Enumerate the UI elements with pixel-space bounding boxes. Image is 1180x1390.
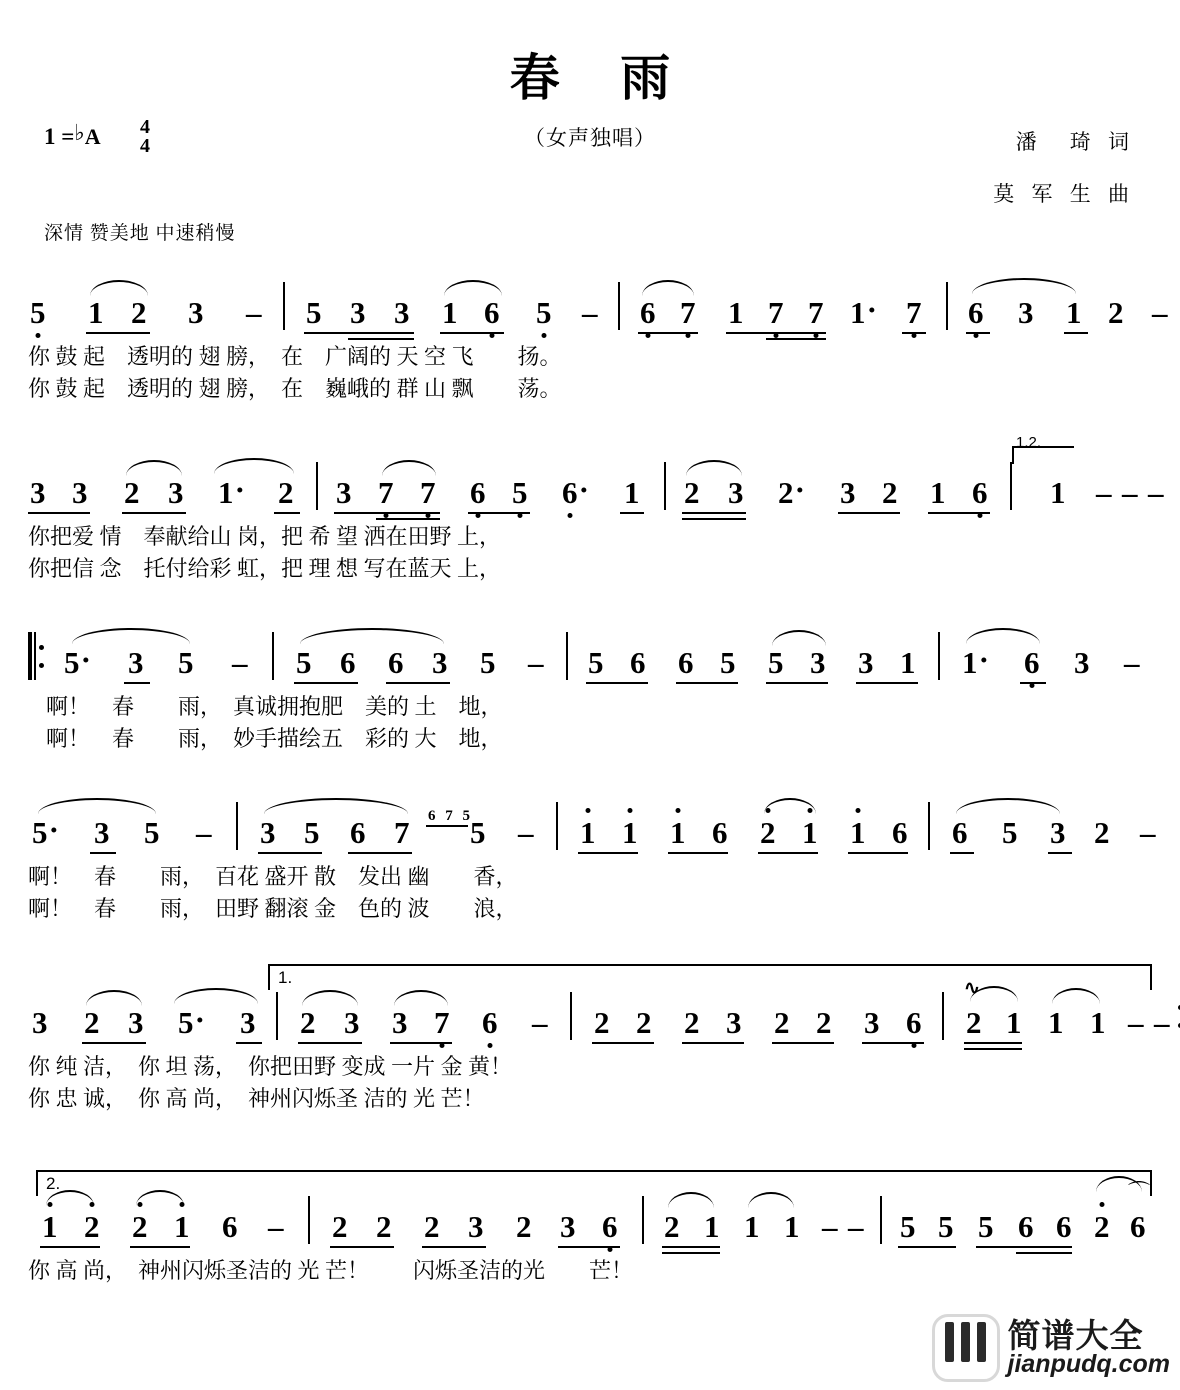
key-letter: A (84, 124, 101, 149)
beam (898, 1246, 956, 1249)
note: 1 (850, 817, 866, 848)
beam (682, 1042, 744, 1045)
lyrics-verse-2-row (28, 372, 1152, 404)
beam (274, 512, 300, 515)
note: 6 (712, 815, 728, 850)
music-system-6-tail (1100, 1196, 1180, 1256)
note: 3 (392, 1005, 408, 1040)
note: 3 (168, 475, 184, 510)
page-title: 春 雨 (509, 50, 695, 106)
piano-keys-icon (932, 1314, 1000, 1382)
sustain-dash: – (822, 1209, 838, 1244)
music-system-6 (28, 1170, 1152, 1290)
beam (586, 682, 648, 685)
beam (86, 332, 150, 335)
note: 7 (808, 297, 824, 328)
music-system-5 (28, 968, 1170, 1111)
watermark-en: jianpudq.com (1007, 1350, 1170, 1378)
slur (686, 460, 742, 476)
note: 5 (1002, 815, 1018, 850)
lyrics-verse-2-row (28, 722, 1152, 754)
note: 6 (892, 815, 908, 850)
note: 2 (684, 1005, 700, 1040)
barline (618, 282, 620, 330)
note: 2 (84, 1211, 100, 1242)
slur (214, 458, 294, 474)
barline (880, 1196, 882, 1244)
volta-label: 1.2. (1016, 434, 1042, 451)
sustain-dash: – (196, 815, 212, 850)
lyrics-verse-2-row (28, 892, 1152, 924)
note: 1 (174, 1211, 190, 1242)
sustain-dash: – (232, 645, 248, 680)
beam (682, 512, 746, 515)
beam (82, 1042, 146, 1045)
note: 7 (378, 477, 394, 508)
music-system-4 (28, 802, 1156, 932)
subtitle: （女声独唱） (524, 126, 656, 150)
slur (264, 798, 408, 814)
sustain-dash: – (1096, 475, 1112, 510)
staff-2 (28, 434, 1164, 520)
volta-bracket (1012, 434, 1074, 464)
beam (848, 852, 908, 855)
note: 5 (480, 645, 496, 680)
slur (772, 630, 826, 646)
lyric-text: 啊！ 春 雨， 真诚拥抱肥 美的 土 地， (46, 694, 503, 719)
beam (856, 682, 918, 685)
staff-1 (28, 282, 1168, 340)
beam (902, 332, 926, 335)
note: 2 (84, 1005, 100, 1040)
note: 1 (704, 1209, 720, 1244)
lyricist-credit: 潘 琦 词 (1015, 130, 1135, 154)
lyrics-verse-1-row (28, 1050, 1152, 1082)
slur (642, 280, 694, 296)
note: 2 (516, 1209, 532, 1244)
beam (592, 1042, 654, 1045)
slur (126, 460, 182, 476)
beam (662, 1246, 720, 1249)
note: 1 (784, 1209, 800, 1244)
time-signature (140, 118, 150, 156)
note: 1 (42, 1211, 58, 1242)
note: 5 (178, 645, 194, 680)
beam (862, 1042, 924, 1045)
lyrics-verse-1-row (28, 340, 1152, 372)
slur (972, 278, 1076, 294)
beam (304, 332, 414, 335)
beam (976, 1246, 1072, 1249)
beam (766, 682, 828, 685)
note: 3 (840, 475, 856, 510)
staff-3 (28, 632, 1152, 690)
note: 1 (1090, 1005, 1106, 1040)
note: 2 (376, 1209, 392, 1244)
beam (122, 512, 186, 515)
slur (764, 798, 816, 814)
beam (294, 682, 358, 685)
note: 3 (260, 815, 276, 850)
note: 1 (728, 295, 744, 330)
note: 2 (594, 1005, 610, 1040)
note: 3 (188, 295, 204, 330)
note: 6 (678, 645, 694, 680)
slur (174, 988, 258, 1004)
note: 2 (300, 1005, 316, 1040)
note: 7 (906, 297, 922, 328)
note: 3 (864, 1005, 880, 1040)
note: 6 (484, 297, 500, 328)
beam (334, 512, 440, 515)
note: 5 (144, 815, 160, 850)
slur (394, 990, 448, 1006)
sustain-dash: – (532, 1005, 548, 1040)
beam (964, 1042, 1022, 1045)
beam (772, 1042, 834, 1045)
note: 1 · (962, 642, 988, 680)
barline (276, 992, 278, 1040)
beam (726, 332, 826, 335)
beam (1048, 852, 1072, 855)
note: 7 (768, 297, 784, 328)
note: 5 (536, 297, 552, 328)
lyric-text: 你 高 尚， 神州闪烁圣洁的 光 芒！ 闪烁圣洁的光 芒！ (28, 1258, 634, 1283)
note: 2 (1094, 815, 1110, 850)
note: 6 (222, 1209, 238, 1244)
slur (90, 280, 148, 296)
note: 3 (1018, 295, 1034, 330)
beam (124, 682, 150, 685)
note: 1 (580, 817, 596, 848)
note: 6 (1024, 647, 1040, 678)
note: 6 (968, 297, 984, 328)
lyric-text: 你 纯 洁， 你 坦 荡， 你把田野 变成 一片 金 黄！ (28, 1054, 513, 1079)
note: 1 (1006, 1005, 1022, 1040)
grace-note-group: 6 7 5 (428, 808, 473, 824)
note: 1 (670, 817, 686, 848)
note: 3 (240, 1005, 256, 1040)
note: 6 (388, 645, 404, 680)
note: 5 (978, 1209, 994, 1244)
key-signature (44, 120, 101, 150)
note: 1 (442, 295, 458, 330)
note: 3 (32, 1005, 48, 1040)
music-system-3 (28, 632, 1152, 762)
note: 3 (810, 645, 826, 680)
note: 2 (664, 1209, 680, 1244)
note: 3 (1050, 815, 1066, 850)
beam (668, 852, 728, 855)
note: 5 · (178, 1002, 204, 1040)
beam (422, 1246, 486, 1249)
beam (558, 1246, 620, 1249)
lyrics-verse-2-row (28, 552, 1152, 584)
beam (298, 1042, 362, 1045)
lyrics-verse-1-row (28, 520, 1152, 552)
barline (942, 992, 944, 1040)
slur (444, 280, 502, 296)
note: 7 (680, 297, 696, 328)
note: 5 (938, 1209, 954, 1244)
barline (316, 462, 318, 510)
beam (258, 852, 322, 855)
note: 2 (774, 1005, 790, 1040)
sustain-dash: – (582, 295, 598, 330)
note: 7 (434, 1007, 450, 1038)
beam (578, 852, 638, 855)
beam (966, 332, 990, 335)
music-system-2 (28, 434, 1164, 592)
note: 1 (930, 475, 946, 510)
slur (86, 990, 142, 1006)
sustain-dash: – (1148, 475, 1164, 510)
slur (1052, 988, 1100, 1004)
note: 3 (394, 295, 410, 330)
note: 2 (760, 817, 776, 848)
note: 6 (482, 1007, 498, 1038)
sustain-dash: – (1154, 1005, 1170, 1040)
note: 3 (30, 475, 46, 510)
staff-4 (28, 802, 1156, 860)
lyric-text: 你 忠 诚， 你 高 尚， 神州闪烁圣 洁的 光 芒！ (28, 1086, 485, 1111)
note: 1 (1050, 475, 1066, 510)
note: 5 · (32, 812, 58, 850)
beam (676, 682, 738, 685)
staff-6 (28, 1180, 1152, 1254)
note: 3 (344, 1005, 360, 1040)
note: 2 (816, 1005, 832, 1040)
note: 6 (640, 297, 656, 328)
fermata-icon: ⌒ (1128, 1180, 1151, 1205)
note: 7 (420, 477, 436, 508)
note: 6 (952, 815, 968, 850)
note: 2 (1094, 1211, 1110, 1242)
music-system-1 (28, 282, 1168, 412)
beam (440, 332, 504, 335)
note: 5 · (64, 642, 90, 680)
barline (938, 632, 940, 680)
beam (838, 512, 900, 515)
note: 5 (512, 477, 528, 508)
note: 2 (124, 475, 140, 510)
sustain-dash: – (848, 1209, 864, 1244)
barline (308, 1196, 310, 1244)
sustain-dash: – (1152, 295, 1168, 330)
note: 6 (602, 1211, 618, 1242)
note: 1 (88, 295, 104, 330)
sustain-dash: – (528, 645, 544, 680)
flat-icon: ♭ (74, 120, 85, 145)
note: 2 (132, 1211, 148, 1242)
slur (966, 628, 1040, 644)
sustain-dash: – (518, 815, 534, 850)
barline (570, 992, 572, 1040)
slur (38, 798, 156, 814)
beam (620, 512, 644, 515)
repeat-start-sign (28, 632, 42, 680)
note: 1 (900, 645, 916, 680)
key-signature-prefix: 1 = (44, 124, 75, 149)
note: 2 (1108, 295, 1124, 330)
note: 5 (30, 297, 46, 328)
lyrics-row (28, 1254, 1152, 1286)
note: 3 (94, 815, 110, 850)
sustain-dash: – (268, 1209, 284, 1244)
note: 3 (728, 475, 744, 510)
volta-bracket-2 (36, 1170, 1152, 1196)
lyrics-verse-2-row (28, 1082, 1152, 1114)
note: 3 (1074, 645, 1090, 680)
slur (300, 628, 444, 644)
beam (468, 512, 530, 515)
composer-credit: 莫 军 生 曲 (993, 182, 1135, 206)
beam (40, 1246, 100, 1249)
note: 5 (306, 295, 322, 330)
beam (1020, 682, 1046, 685)
slur (382, 460, 436, 476)
barline (664, 462, 666, 510)
note: 6 (470, 477, 486, 508)
watermark-cn: 简谱大全 (1007, 1317, 1144, 1354)
note: 6 (1018, 1209, 1034, 1244)
staff-5 (28, 978, 1170, 1050)
lyric-text: 你 鼓 起 透明的 翅 膀， 在 巍峨的 群 山 飘 荡。 (28, 376, 562, 401)
beam (758, 852, 818, 855)
beam (330, 1246, 394, 1249)
slur (956, 798, 1060, 814)
note: 6 (630, 645, 646, 680)
note: 1 · (218, 472, 244, 510)
lyric-text: 啊！ 春 雨， 百花 盛开 散 发出 幽 香， (28, 864, 518, 889)
note: 3 (432, 645, 448, 680)
note: 6 (906, 1007, 922, 1038)
note: 6 (340, 645, 356, 680)
time-signature-denominator: 4 (140, 135, 150, 157)
note: 2 (636, 1005, 652, 1040)
sustain-dash: – (1124, 645, 1140, 680)
note: 7 (394, 815, 410, 850)
note: 5 (304, 815, 320, 850)
note: 1 (802, 817, 818, 848)
note: 1 (1048, 1005, 1064, 1040)
beam (130, 1246, 190, 1249)
note: 3 (350, 295, 366, 330)
note: 2 (278, 475, 294, 510)
note: 5 (470, 815, 486, 850)
sustain-dash: – (246, 295, 262, 330)
note: 3 (468, 1209, 484, 1244)
sustain-dash: – (1122, 475, 1138, 510)
note: 6 (1056, 1209, 1072, 1244)
note: 5 (720, 645, 736, 680)
note: 3 (560, 1209, 576, 1244)
barline (642, 1196, 644, 1244)
beam (28, 512, 90, 515)
barline (272, 632, 274, 680)
sustain-dash: – (1128, 1005, 1144, 1040)
lyric-text: 你把信 念 托付给彩 虹，把 理 想 写在蓝天 上， (28, 556, 502, 581)
beam (90, 852, 116, 855)
note: 1 (744, 1209, 760, 1244)
staff-6-tail (1100, 1196, 1180, 1254)
slur (302, 990, 358, 1006)
note: 1 · (850, 292, 876, 330)
tempo-expression-marking: 深情 赞美地 中速稍慢 (44, 223, 236, 244)
note: 2 (332, 1209, 348, 1244)
lyric-text: 啊！ 春 雨， 妙手描绘五 彩的 大 地， (46, 726, 503, 751)
time-signature-numerator: 4 (140, 116, 150, 138)
note: 3 (858, 645, 874, 680)
note: 5 (900, 1209, 916, 1244)
note: 6 (350, 815, 366, 850)
note: 5 (588, 645, 604, 680)
lyrics-verse-1-row (28, 860, 1152, 892)
barline (556, 802, 558, 850)
mordent-icon: ∿ (964, 978, 977, 999)
beam (348, 852, 412, 855)
volta-bracket-1 (268, 964, 1152, 990)
barline (1010, 462, 1012, 510)
note: 3 (336, 475, 352, 510)
note: 5 (768, 645, 784, 680)
lyric-text: 啊！ 春 雨， 田野 翻滚 金 色的 波 浪， (28, 896, 518, 921)
note: 3 (72, 475, 88, 510)
watermark (932, 1314, 1171, 1382)
barline (236, 802, 238, 850)
barline (946, 282, 948, 330)
note: 2 (684, 475, 700, 510)
note: 6 · (562, 477, 578, 508)
note: 5 (296, 645, 312, 680)
note: 2 (424, 1209, 440, 1244)
beam (386, 682, 450, 685)
note: 1 (1066, 295, 1082, 330)
note: 6 (972, 477, 988, 508)
barline (283, 282, 285, 330)
beam (1064, 332, 1088, 335)
note: 3 (726, 1005, 742, 1040)
barline (566, 632, 568, 680)
volta-label: 1. (278, 968, 293, 987)
beam (236, 1042, 262, 1045)
beam (390, 1042, 452, 1045)
volta-label: 2. (46, 1174, 61, 1193)
lyric-text: 你 鼓 起 透明的 翅 膀， 在 广阔的 天 空 飞 扬。 (28, 344, 562, 369)
sustain-dash: – (1140, 815, 1156, 850)
grace-beam (426, 825, 468, 827)
lyrics-verse-1-row (28, 690, 1152, 722)
note: 3 (128, 645, 144, 680)
note: 2 (882, 475, 898, 510)
note: 2 · (778, 472, 804, 510)
slur (72, 628, 190, 644)
watermark-text (1008, 1319, 1171, 1377)
beam (928, 512, 990, 515)
beam (950, 852, 974, 855)
beam (638, 332, 698, 335)
note: 3 (128, 1005, 144, 1040)
lyric-text: 你把爱 情 奉献给山 岗，把 希 望 洒在田野 上， (28, 524, 502, 549)
note: 2 (966, 1005, 982, 1040)
barline (928, 802, 930, 850)
note: 1 (622, 817, 638, 848)
note: 6 (1130, 1209, 1146, 1244)
note: 2 (131, 295, 147, 330)
note: 1 (624, 475, 640, 510)
